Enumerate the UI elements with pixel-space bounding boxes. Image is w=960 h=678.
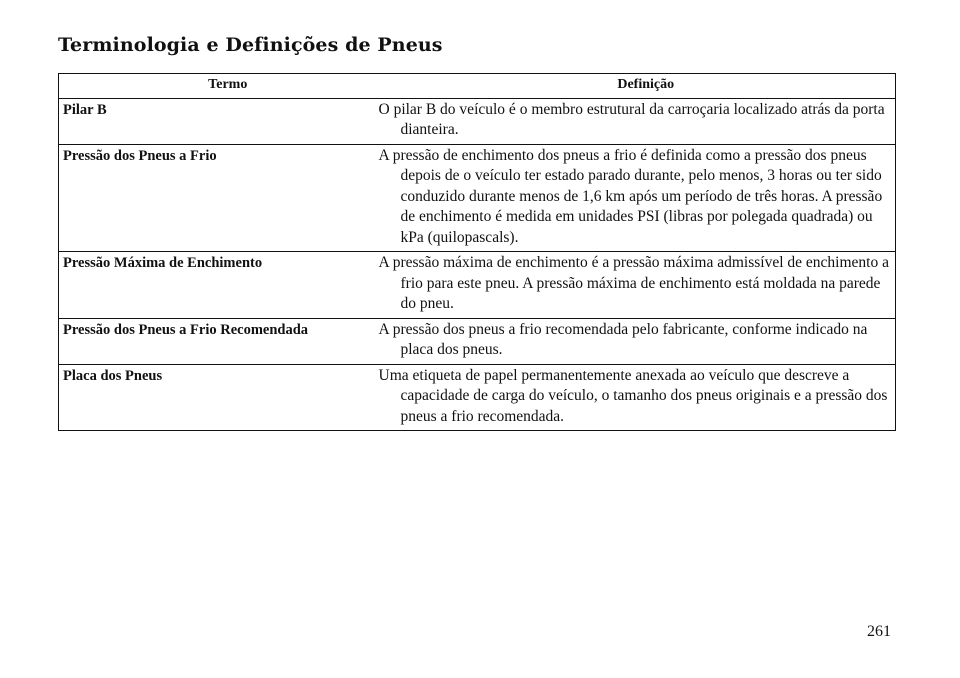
definition-cell: A pressão dos pneus a frio recomendada pelo fabricante, conforme indicado na placa dos pneus. <box>397 318 896 364</box>
terminology-table <box>58 73 896 431</box>
definition-cell: O pilar B do veículo é o membro estrutural da carroçaria localizado atrás da porta dianteira. <box>397 98 896 144</box>
table-row <box>59 364 896 431</box>
term-cell: Placa dos Pneus <box>59 364 397 431</box>
table-header-row <box>59 74 896 99</box>
header-definition: Definição <box>397 74 896 99</box>
table-row <box>59 252 896 319</box>
term-cell: Pilar B <box>59 98 397 144</box>
header-term: Termo <box>59 74 397 99</box>
term-cell: Pressão dos Pneus a Frio <box>59 144 397 252</box>
definition-cell: A pressão máxima de enchimento é a pressão máxima admissível de enchimento a frio para este pneu. A pressão máxima de enchimento está moldada na parede do pneu. <box>397 252 896 319</box>
definition-cell: A pressão de enchimento dos pneus a frio é definida como a pressão dos pneus depois de o veículo ter estado parado durante, pelo menos, 3 horas ou ter sido conduzido durante menos de 1,6 km após um período de três horas. A pressão de enchimento é medida em unidades PSI (libras por polegada quadrada) ou kPa (quilopascals). <box>397 144 896 252</box>
definition-cell: Uma etiqueta de papel permanentemente anexada ao veículo que descreve a capacidade de carga do veículo, o tamanho dos pneus originais e a pressão dos pneus a frio recomendada. <box>397 364 896 431</box>
page-title: Terminologia e Definições de Pneus <box>58 34 443 56</box>
page-number: 261 <box>867 623 891 640</box>
term-cell: Pressão Máxima de Enchimento <box>59 252 397 319</box>
table-row <box>59 318 896 364</box>
table-row <box>59 98 896 144</box>
table-row <box>59 144 896 252</box>
term-cell: Pressão dos Pneus a Frio Recomendada <box>59 318 397 364</box>
